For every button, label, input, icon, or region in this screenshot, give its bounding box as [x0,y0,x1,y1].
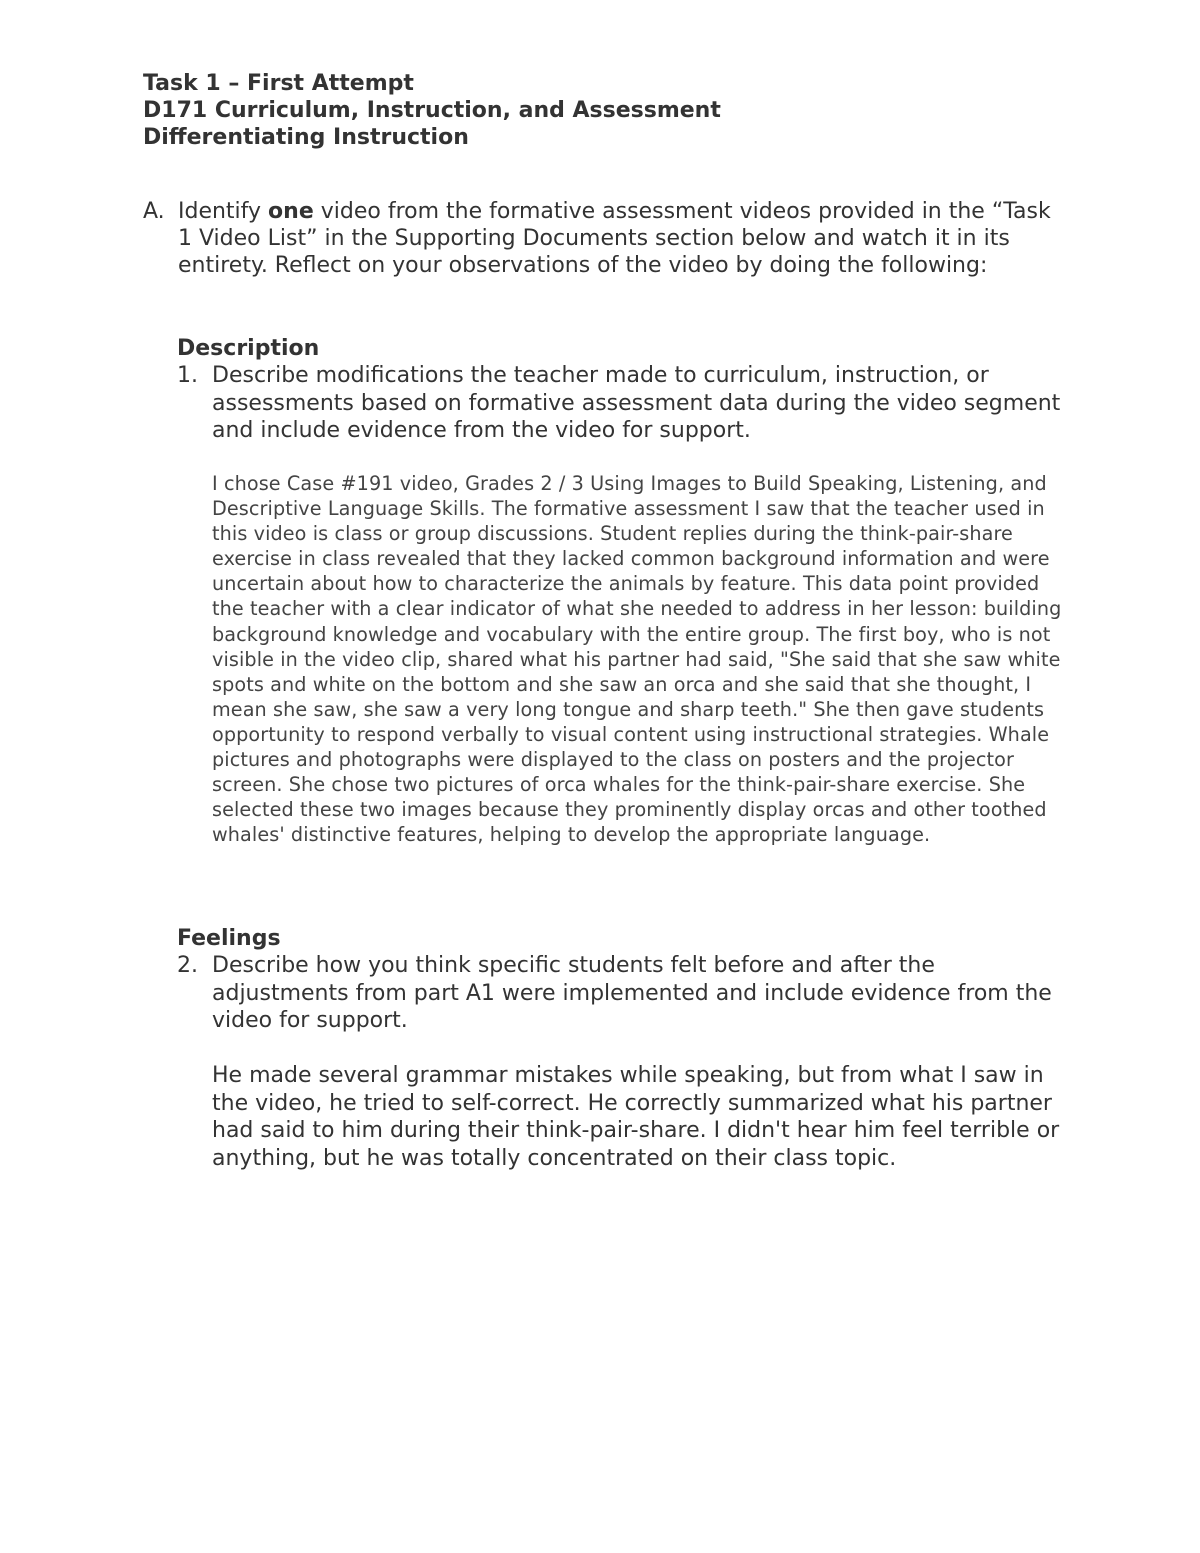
question-2-number: 2. [177,953,198,978]
question-1-text: Describe modifications the teacher made to curriculum, instruction, or assessments based on formative assessment data during the video segment and include evidence from the video for support. [212,363,1061,443]
description-heading: Description [177,336,320,361]
course-title: D171 Curriculum, Instruction, and Assessment [143,98,721,123]
topic-title: Differentiating Instruction [143,125,469,150]
feelings-heading: Feelings [177,926,281,951]
instruction-text-start: Identify [178,199,269,224]
question-2-text: Describe how you think specific students felt before and after the adjustments from part A1 were implemented and include evidence from the video for support. [212,953,1052,1033]
instruction-text-end: video from the formative assessment videos provided in the “Task 1 Video List” in the Supporting Documents section below and watch it in its entirety. Reflect on your observations of the video by doing the following: [178,199,1051,278]
document-header [143,70,721,151]
task-title: Task 1 – First Attempt [143,71,414,96]
answer-1-text: I chose Case #191 video, Grades 2 / 3 Using Images to Build Speaking, Listening, and Descriptive Language Skills. The formative assessment I saw that the teacher used in this video is class or group discussions. Student replies during the think-pair-share exercise in class revealed that they lacked common background information and were uncertain about how to characterize the animals by feature. This data point provided the teacher with a clear indicator of what she needed to address in her lesson: building background knowledge and vocabulary with the entire group. The first boy, who is not visible in the video clip, shared what his partner had said, "She said that she saw white spots and white on the bottom and she saw an orca and she said that she thought, I mean she saw, she saw a very long tongue and sharp teeth." She then gave students opportunity to respond verbally to visual content using instructional strategies. Whale pictures and photographs were displayed to the class on posters and the projector screen. She chose two pictures of orca whales for the think-pair-share exercise. She selected these two images because they prominently display orcas and other toothed whales' distinctive features, helping to develop the appropriate language. [212,472,1062,847]
instruction-emphasis: one [268,199,314,224]
question-1-number: 1. [177,363,198,388]
answer-2-text: He made several grammar mistakes while speaking, but from what I saw in the video, he tried to self-correct. He correctly summarized what his partner had said to him during their think-pair-share. I didn't hear him feel terrible or anything, but he was totally concentrated on their class topic. [212,1063,1060,1171]
section-a-marker: A. [143,199,165,224]
section-a-instructions [178,198,1068,279]
